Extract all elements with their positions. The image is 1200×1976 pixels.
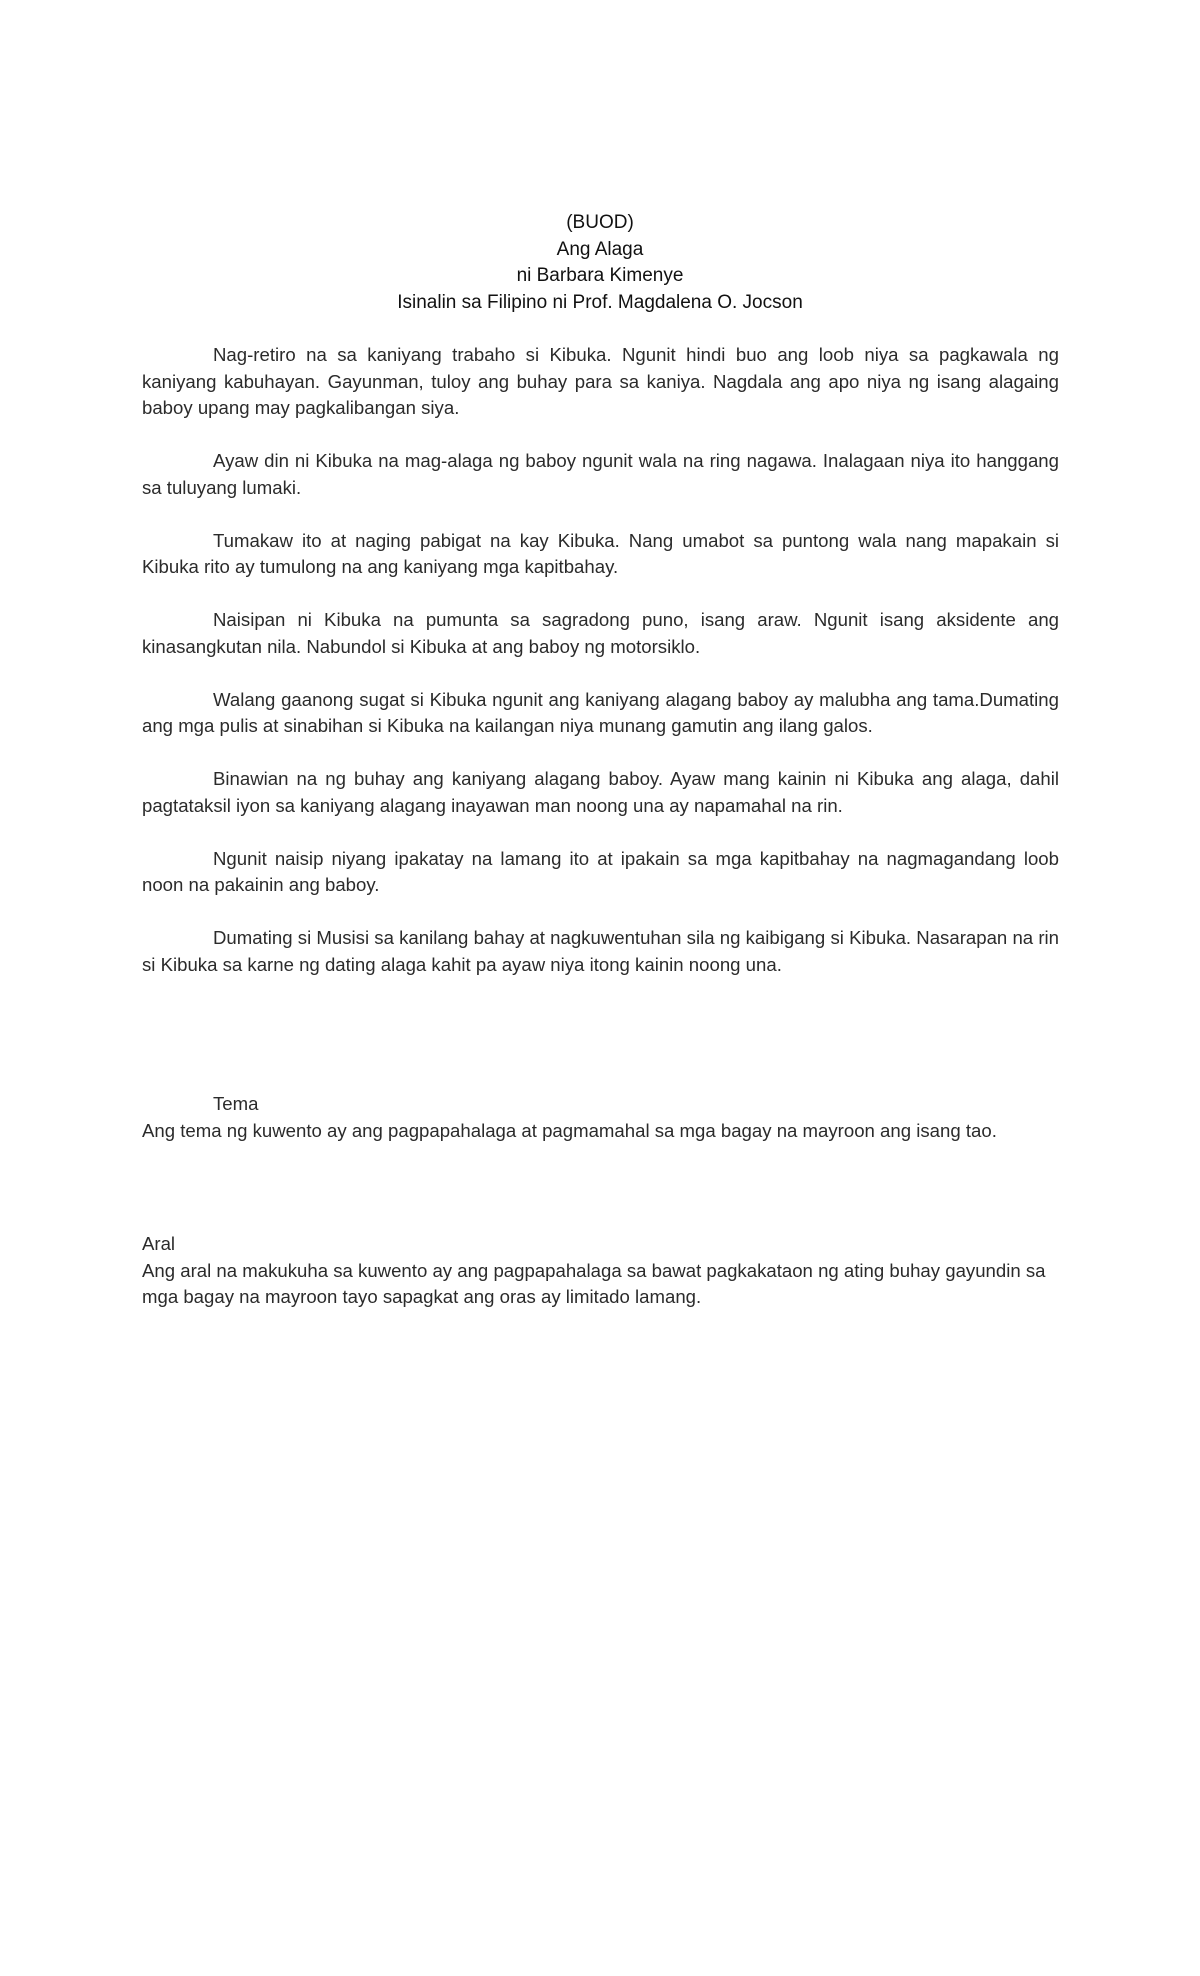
summary-paragraph: Tumakaw ito at naging pabigat na kay Kibuka. Nang umabot sa puntong wala nang mapakain si Kibuka rito ay tumulong na ang kaniyang mga kapitbahay. (142, 529, 1059, 577)
theme-section (142, 1091, 1059, 1144)
lesson-text: Ang aral na makukuha sa kuwento ay ang pagpapahalaga sa bawat pagkakataon ng ating buhay gayundin sa mga bagay na mayroon tayo sapagkat ang oras ay limitado lamang. (142, 1259, 1046, 1307)
lesson-section (142, 1231, 1059, 1311)
theme-text: Ang tema ng kuwento ay ang pagpapahalaga at pagmamahal sa mga bagay na mayroon ang isang tao. (142, 1119, 997, 1141)
lesson-heading: Aral (142, 1233, 176, 1254)
summary-label: (BUOD) (566, 212, 634, 233)
summary-paragraph: Binawian na ng buhay ang kaniyang alagang baboy. Ayaw mang kainin ni Kibuka ang alaga, dahil pagtataksil iyon sa kaniyang alagang inayawan man noong una ay napamahal na rin. (142, 768, 1059, 816)
summary-body (142, 342, 1059, 1005)
story-author: ni Barbara Kimenye (516, 265, 684, 286)
story-translator: Isinalin sa Filipino ni Prof. Magdalena O. Jocson (397, 291, 803, 313)
summary-paragraph: Nag-retiro na sa kaniyang trabaho si Kibuka. Ngunit hindi buo ang loob niya sa pagkawala ng kaniyang kabuhayan. Gayunman, tuloy ang buhay para sa kaniya. Nagdala ang apo niya ng isang alagaing baboy upang may pagkalibangan siya. (142, 344, 1059, 418)
summary-paragraph: Ngunit naisip niyang ipakatay na lamang ito at ipakain sa mga kapitbahay na nagmagandang loob noon na pakainin ang baboy. (142, 847, 1059, 895)
summary-paragraph: Ayaw din ni Kibuka na mag-alaga ng baboy ngunit wala na ring nagawa. Inalagaan niya ito hanggang sa tuluyang lumaki. (142, 450, 1059, 498)
summary-paragraph: Walang gaanong sugat si Kibuka ngunit ang kaniyang alagang baboy ay malubha ang tama.Dumating ang mga pulis at sinabihan si Kibuka na kailangan niya munang gamutin ang ilang galos. (142, 688, 1059, 736)
document-header (0, 210, 1200, 316)
theme-heading: Tema (213, 1093, 259, 1114)
summary-paragraph: Naisipan ni Kibuka na pumunta sa sagradong puno, isang araw. Ngunit isang aksidente ang kinasangkutan nila. Nabundol si Kibuka at ang baboy ng motorsiklo. (142, 609, 1059, 657)
summary-paragraph: Dumating si Musisi sa kanilang bahay at nagkuwentuhan sila ng kaibigang si Kibuka. Nasarapan na rin si Kibuka sa karne ng dating alaga kahit pa ayaw niya itong kainin noong una. (142, 927, 1059, 975)
story-title: Ang Alaga (556, 238, 644, 260)
